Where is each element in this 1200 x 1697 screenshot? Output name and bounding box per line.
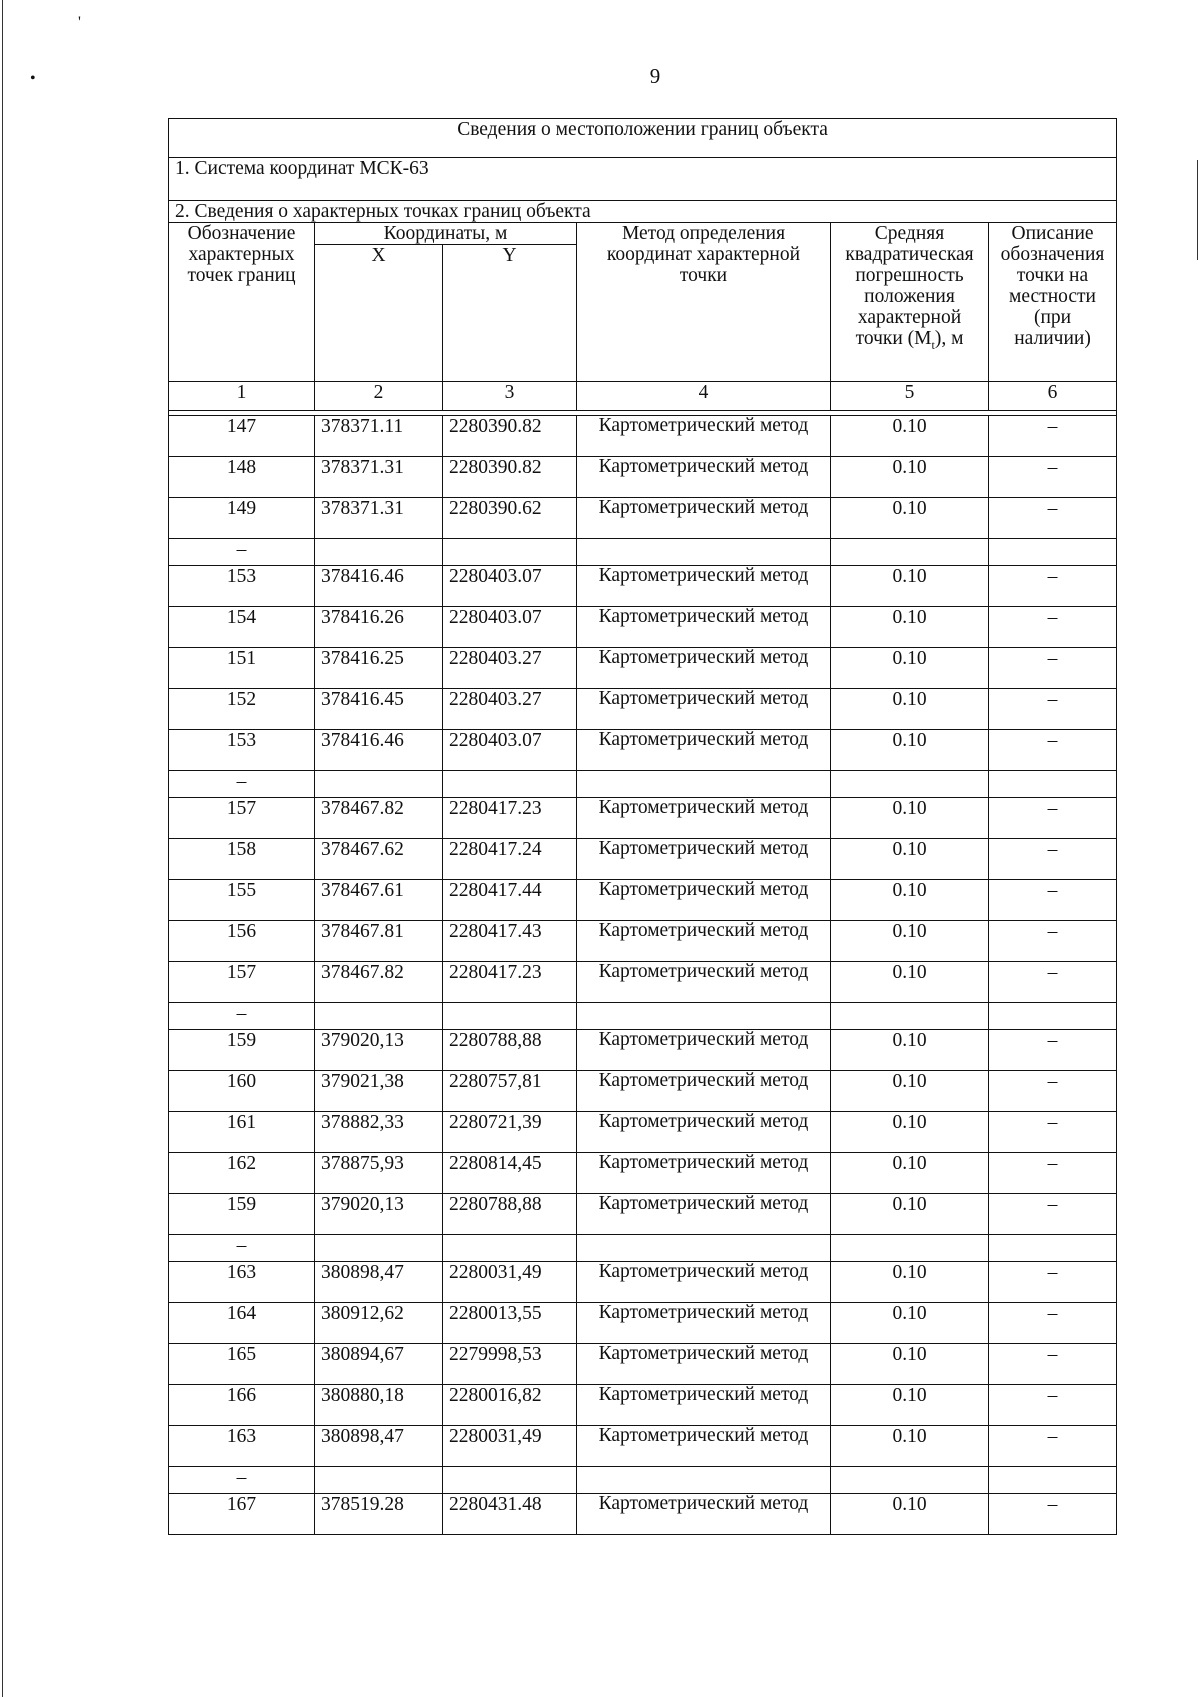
empty-cell xyxy=(315,1467,443,1494)
method-cell: Картометрический метод xyxy=(577,1385,831,1426)
y-coordinate-cell: 2280788,88 xyxy=(443,1030,577,1071)
empty-cell xyxy=(831,1003,989,1030)
table-row xyxy=(169,1426,1117,1467)
point-id-cell: 166 xyxy=(169,1385,315,1426)
x-coordinate-cell: 380898,47 xyxy=(315,1426,443,1467)
table-row xyxy=(169,1494,1117,1535)
description-cell: – xyxy=(989,730,1117,771)
table-row xyxy=(169,1344,1117,1385)
scan-mark-top: ' xyxy=(78,14,81,31)
method-cell: Картометрический метод xyxy=(577,1153,831,1194)
point-id-cell: 157 xyxy=(169,798,315,839)
error-cell: 0.10 xyxy=(831,839,989,880)
table-row xyxy=(169,566,1117,607)
x-coordinate-cell: 378467.62 xyxy=(315,839,443,880)
x-coordinate-cell: 379021,38 xyxy=(315,1071,443,1112)
x-coordinate-cell: 378416.46 xyxy=(315,566,443,607)
description-cell: – xyxy=(989,1426,1117,1467)
method-cell: Картометрический метод xyxy=(577,1112,831,1153)
x-coordinate-cell: 378467.82 xyxy=(315,798,443,839)
error-cell: 0.10 xyxy=(831,798,989,839)
description-cell: – xyxy=(989,648,1117,689)
y-coordinate-cell: 2280814,45 xyxy=(443,1153,577,1194)
table-row xyxy=(169,798,1117,839)
empty-cell xyxy=(315,1003,443,1030)
separator-dash: – xyxy=(169,539,315,566)
table-row xyxy=(169,730,1117,771)
separator-row xyxy=(169,539,1117,566)
table-row xyxy=(169,1071,1117,1112)
empty-cell xyxy=(989,771,1117,798)
y-coordinate-cell: 2280403.27 xyxy=(443,648,577,689)
x-coordinate-cell: 380912,62 xyxy=(315,1303,443,1344)
empty-cell xyxy=(443,1003,577,1030)
error-cell: 0.10 xyxy=(831,1344,989,1385)
y-coordinate-cell: 2280403.07 xyxy=(443,607,577,648)
y-coordinate-cell: 2280403.27 xyxy=(443,689,577,730)
table-row xyxy=(169,880,1117,921)
error-cell: 0.10 xyxy=(831,566,989,607)
table-title: Сведения о местоположении границ объекта xyxy=(169,119,1117,158)
method-cell: Картометрический метод xyxy=(577,839,831,880)
description-cell: – xyxy=(989,1194,1117,1235)
method-cell: Картометрический метод xyxy=(577,1071,831,1112)
description-cell: – xyxy=(989,962,1117,1003)
table-row xyxy=(169,1153,1117,1194)
table-row xyxy=(169,457,1117,498)
empty-cell xyxy=(315,1235,443,1262)
table-row xyxy=(169,962,1117,1003)
point-id-cell: 159 xyxy=(169,1030,315,1071)
point-id-cell: 157 xyxy=(169,962,315,1003)
error-cell: 0.10 xyxy=(831,1112,989,1153)
column-number: 5 xyxy=(831,382,989,411)
table-row xyxy=(169,648,1117,689)
description-cell: – xyxy=(989,1303,1117,1344)
column-number: 2 xyxy=(315,382,443,411)
table-row xyxy=(169,689,1117,730)
separator-row xyxy=(169,1003,1117,1030)
y-coordinate-cell: 2280431.48 xyxy=(443,1494,577,1535)
error-cell: 0.10 xyxy=(831,1494,989,1535)
description-cell: – xyxy=(989,1071,1117,1112)
table-row xyxy=(169,1303,1117,1344)
error-cell: 0.10 xyxy=(831,880,989,921)
header-coordinates: Координаты, м xyxy=(315,223,577,245)
y-coordinate-cell: 2280788,88 xyxy=(443,1194,577,1235)
header-y: Y xyxy=(443,245,577,382)
y-coordinate-cell: 2280031,49 xyxy=(443,1262,577,1303)
description-cell: – xyxy=(989,1385,1117,1426)
error-cell: 0.10 xyxy=(831,1194,989,1235)
point-id-cell: 155 xyxy=(169,880,315,921)
x-coordinate-cell: 378416.45 xyxy=(315,689,443,730)
table-row xyxy=(169,498,1117,539)
boundary-points-table xyxy=(168,118,1117,1535)
description-cell: – xyxy=(989,1153,1117,1194)
x-coordinate-cell: 378875,93 xyxy=(315,1153,443,1194)
method-cell: Картометрический метод xyxy=(577,921,831,962)
method-cell: Картометрический метод xyxy=(577,416,831,457)
method-cell: Картометрический метод xyxy=(577,607,831,648)
error-cell: 0.10 xyxy=(831,1426,989,1467)
description-cell: – xyxy=(989,1494,1117,1535)
point-id-cell: 149 xyxy=(169,498,315,539)
y-coordinate-cell: 2280390.82 xyxy=(443,457,577,498)
table-row xyxy=(169,1262,1117,1303)
point-id-cell: 165 xyxy=(169,1344,315,1385)
error-cell: 0.10 xyxy=(831,1385,989,1426)
y-coordinate-cell: 2280721,39 xyxy=(443,1112,577,1153)
page-number: 9 xyxy=(649,64,661,88)
method-cell: Картометрический метод xyxy=(577,1262,831,1303)
y-coordinate-cell: 2280417.23 xyxy=(443,962,577,1003)
x-coordinate-cell: 378467.82 xyxy=(315,962,443,1003)
description-cell: – xyxy=(989,566,1117,607)
x-coordinate-cell: 380894,67 xyxy=(315,1344,443,1385)
empty-cell xyxy=(315,771,443,798)
table-row xyxy=(169,416,1117,457)
x-coordinate-cell: 380880,18 xyxy=(315,1385,443,1426)
y-coordinate-cell: 2280417.23 xyxy=(443,798,577,839)
empty-cell xyxy=(831,1235,989,1262)
column-number: 6 xyxy=(989,382,1117,411)
point-id-cell: 163 xyxy=(169,1262,315,1303)
point-id-cell: 152 xyxy=(169,689,315,730)
empty-cell xyxy=(577,1003,831,1030)
section-title: 2. Сведения о характерных точках границ объекта xyxy=(169,201,1117,223)
error-cell: 0.10 xyxy=(831,730,989,771)
point-id-cell: 158 xyxy=(169,839,315,880)
y-coordinate-cell: 2280390.62 xyxy=(443,498,577,539)
description-cell: – xyxy=(989,607,1117,648)
x-coordinate-cell: 378416.46 xyxy=(315,730,443,771)
separator-dash: – xyxy=(169,1003,315,1030)
method-cell: Картометрический метод xyxy=(577,1344,831,1385)
x-coordinate-cell: 378371.31 xyxy=(315,498,443,539)
table-row xyxy=(169,1194,1117,1235)
separator-dash: – xyxy=(169,1467,315,1494)
table-row xyxy=(169,607,1117,648)
x-coordinate-cell: 379020,13 xyxy=(315,1030,443,1071)
point-id-cell: 160 xyxy=(169,1071,315,1112)
point-id-cell: 167 xyxy=(169,1494,315,1535)
error-cell: 0.10 xyxy=(831,962,989,1003)
column-number: 1 xyxy=(169,382,315,411)
method-cell: Картометрический метод xyxy=(577,457,831,498)
y-coordinate-cell: 2280031,49 xyxy=(443,1426,577,1467)
empty-cell xyxy=(831,539,989,566)
x-coordinate-cell: 378416.26 xyxy=(315,607,443,648)
y-coordinate-cell: 2280417.24 xyxy=(443,839,577,880)
empty-cell xyxy=(315,539,443,566)
empty-cell xyxy=(577,771,831,798)
description-cell: – xyxy=(989,921,1117,962)
x-coordinate-cell: 379020,13 xyxy=(315,1194,443,1235)
description-cell: – xyxy=(989,798,1117,839)
column-number: 4 xyxy=(577,382,831,411)
y-coordinate-cell: 2280390.82 xyxy=(443,416,577,457)
right-scan-edge xyxy=(1197,160,1198,260)
x-coordinate-cell: 378467.81 xyxy=(315,921,443,962)
x-coordinate-cell: 378519.28 xyxy=(315,1494,443,1535)
header-x: X xyxy=(315,245,443,382)
separator-row xyxy=(169,1467,1117,1494)
empty-cell xyxy=(577,539,831,566)
y-coordinate-cell: 2280757,81 xyxy=(443,1071,577,1112)
method-cell: Картометрический метод xyxy=(577,1494,831,1535)
point-id-cell: 148 xyxy=(169,457,315,498)
empty-cell xyxy=(989,1467,1117,1494)
table-row xyxy=(169,839,1117,880)
description-cell: – xyxy=(989,1030,1117,1071)
separator-row xyxy=(169,771,1117,798)
method-cell: Картометрический метод xyxy=(577,798,831,839)
empty-cell xyxy=(443,539,577,566)
empty-cell xyxy=(577,1235,831,1262)
y-coordinate-cell: 2280403.07 xyxy=(443,730,577,771)
table-row xyxy=(169,1030,1117,1071)
empty-cell xyxy=(577,1467,831,1494)
method-cell: Картометрический метод xyxy=(577,880,831,921)
y-coordinate-cell: 2280403.07 xyxy=(443,566,577,607)
point-id-cell: 147 xyxy=(169,416,315,457)
x-coordinate-cell: 380898,47 xyxy=(315,1262,443,1303)
error-cell: 0.10 xyxy=(831,498,989,539)
method-cell: Картометрический метод xyxy=(577,1194,831,1235)
method-cell: Картометрический метод xyxy=(577,1303,831,1344)
error-cell: 0.10 xyxy=(831,921,989,962)
point-id-cell: 163 xyxy=(169,1426,315,1467)
error-cell: 0.10 xyxy=(831,457,989,498)
left-scan-edge xyxy=(2,0,3,1697)
x-coordinate-cell: 378882,33 xyxy=(315,1112,443,1153)
method-cell: Картометрический метод xyxy=(577,1030,831,1071)
table-row xyxy=(169,1112,1117,1153)
x-coordinate-cell: 378416.25 xyxy=(315,648,443,689)
error-cell: 0.10 xyxy=(831,1153,989,1194)
header-designation: Обозначение характерных точек границ xyxy=(169,223,315,382)
description-cell: – xyxy=(989,880,1117,921)
point-id-cell: 156 xyxy=(169,921,315,962)
method-cell: Картометрический метод xyxy=(577,689,831,730)
error-cell: 0.10 xyxy=(831,648,989,689)
empty-cell xyxy=(443,1235,577,1262)
y-coordinate-cell: 2280016,82 xyxy=(443,1385,577,1426)
scan-mark-dot: • xyxy=(30,70,36,87)
x-coordinate-cell: 378371.31 xyxy=(315,457,443,498)
error-cell: 0.10 xyxy=(831,1303,989,1344)
description-cell: – xyxy=(989,457,1117,498)
column-numbers-row xyxy=(169,382,1117,411)
empty-cell xyxy=(443,1467,577,1494)
description-cell: – xyxy=(989,689,1117,730)
point-id-cell: 151 xyxy=(169,648,315,689)
empty-cell xyxy=(989,1003,1117,1030)
header-description: Описание обозначения точки на местности (при наличии) xyxy=(989,223,1117,382)
point-id-cell: 164 xyxy=(169,1303,315,1344)
x-coordinate-cell: 378467.61 xyxy=(315,880,443,921)
header-method: Метод определения координат характерной точки xyxy=(577,223,831,382)
error-cell: 0.10 xyxy=(831,607,989,648)
empty-cell xyxy=(831,1467,989,1494)
table-row xyxy=(169,921,1117,962)
header-error: Средняя квадратическая погрешность положения характерной точки $(M_t)$, м xyxy=(831,223,989,382)
method-cell: Картометрический метод xyxy=(577,566,831,607)
description-cell: – xyxy=(989,498,1117,539)
error-cell: 0.10 xyxy=(831,1071,989,1112)
point-id-cell: 159 xyxy=(169,1194,315,1235)
y-coordinate-cell: 2280013,55 xyxy=(443,1303,577,1344)
y-coordinate-cell: 2280417.43 xyxy=(443,921,577,962)
description-cell: – xyxy=(989,1262,1117,1303)
point-id-cell: 161 xyxy=(169,1112,315,1153)
point-id-cell: 153 xyxy=(169,730,315,771)
description-cell: – xyxy=(989,1112,1117,1153)
empty-cell xyxy=(989,1235,1117,1262)
method-cell: Картометрический метод xyxy=(577,962,831,1003)
description-cell: – xyxy=(989,416,1117,457)
description-cell: – xyxy=(989,839,1117,880)
error-cell: 0.10 xyxy=(831,689,989,730)
coordinate-system: 1. Система координат МСК-63 xyxy=(169,158,1117,201)
separator-dash: – xyxy=(169,771,315,798)
y-coordinate-cell: 2279998,53 xyxy=(443,1344,577,1385)
empty-cell xyxy=(443,771,577,798)
table-row xyxy=(169,1385,1117,1426)
separator-row xyxy=(169,1235,1117,1262)
point-id-cell: 162 xyxy=(169,1153,315,1194)
method-cell: Картометрический метод xyxy=(577,648,831,689)
method-cell: Картометрический метод xyxy=(577,1426,831,1467)
error-cell: 0.10 xyxy=(831,1262,989,1303)
point-id-cell: 154 xyxy=(169,607,315,648)
column-number: 3 xyxy=(443,382,577,411)
empty-cell xyxy=(989,539,1117,566)
separator-dash: – xyxy=(169,1235,315,1262)
y-coordinate-cell: 2280417.44 xyxy=(443,880,577,921)
description-cell: – xyxy=(989,1344,1117,1385)
method-cell: Картометрический метод xyxy=(577,730,831,771)
method-cell: Картометрический метод xyxy=(577,498,831,539)
error-cell: 0.10 xyxy=(831,416,989,457)
point-id-cell: 153 xyxy=(169,566,315,607)
empty-cell xyxy=(831,771,989,798)
error-cell: 0.10 xyxy=(831,1030,989,1071)
x-coordinate-cell: 378371.11 xyxy=(315,416,443,457)
